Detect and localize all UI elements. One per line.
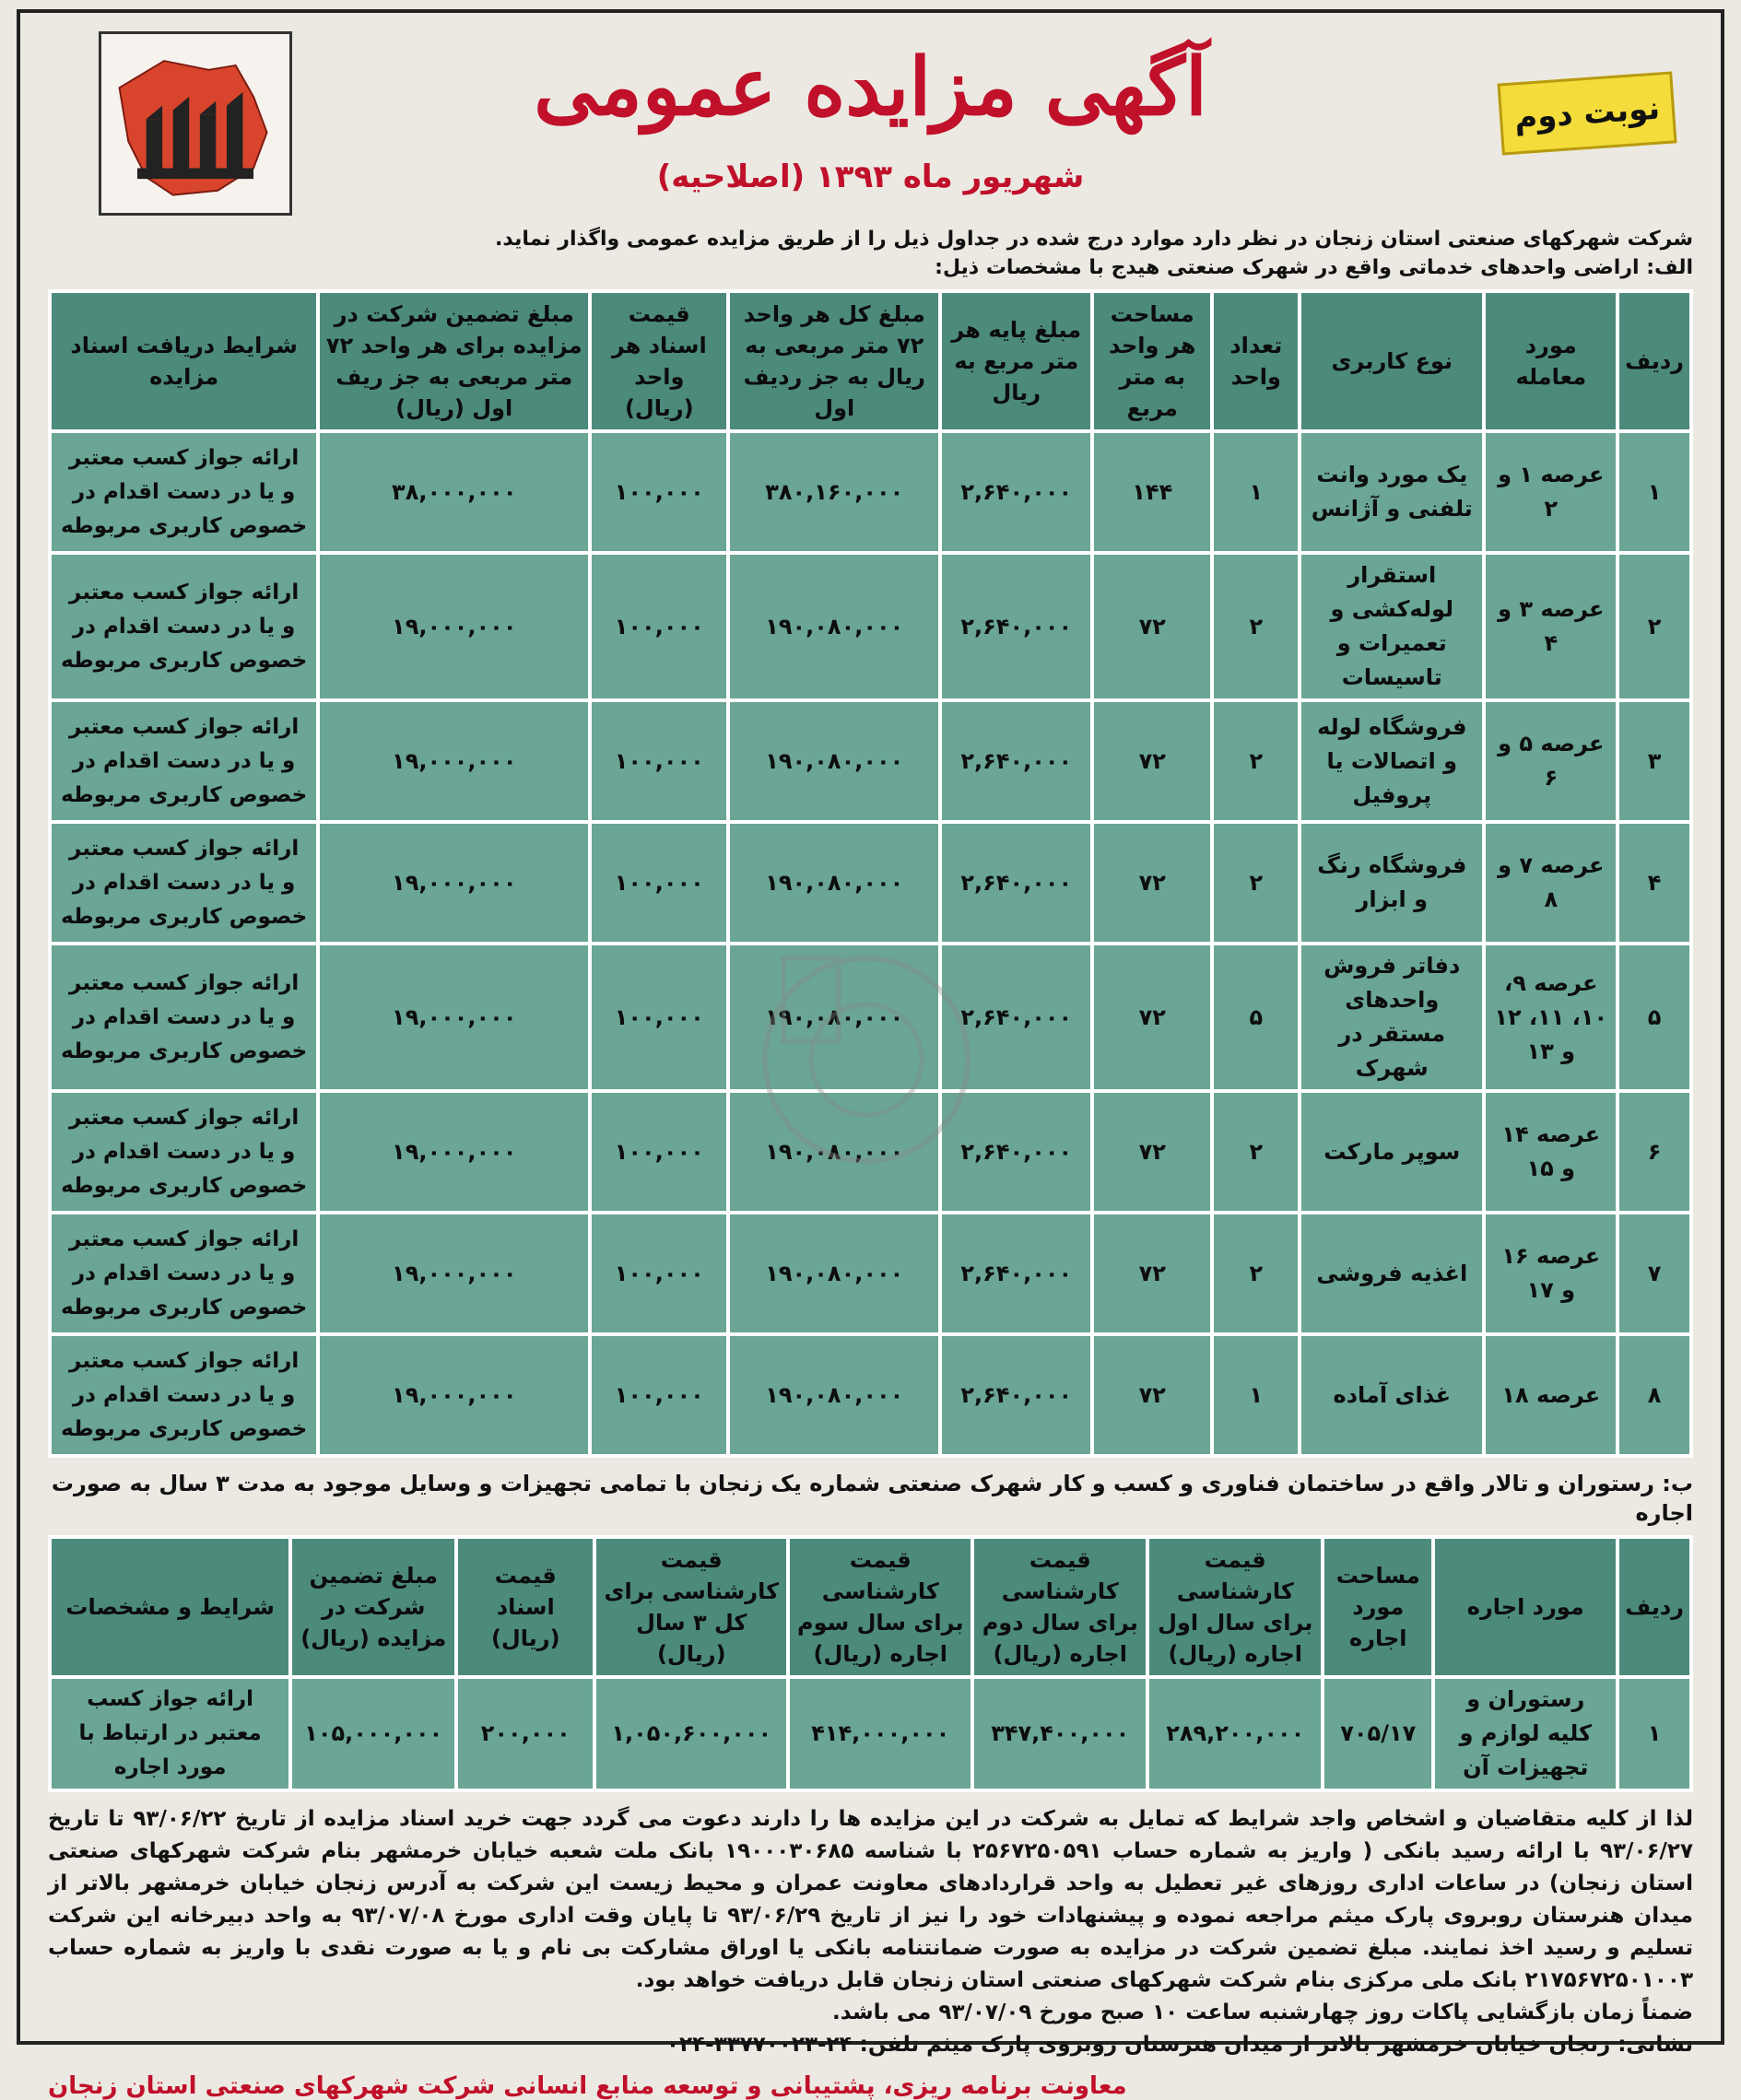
cell-row: ۴: [1617, 822, 1691, 944]
cell-docs: ۱۰۰,۰۰۰: [590, 700, 728, 822]
page-title: آگهی مزایده عمومی: [534, 41, 1207, 134]
col-docs-price: قیمت اسناد هر واحد (ریال): [590, 291, 728, 431]
cell-guarantee: ۱۹,۰۰۰,۰۰۰: [318, 700, 590, 822]
cell-count: ۵: [1212, 944, 1300, 1091]
cell-base: ۲,۶۴۰,۰۰۰: [940, 1091, 1092, 1213]
cell-total: ۱۹۰,۰۸۰,۰۰۰: [728, 700, 940, 822]
cell-guarantee: ۱۹,۰۰۰,۰۰۰: [318, 822, 590, 944]
cell-conditions: ارائه جواز کسب معتبر و یا در دست اقدام در خصوص کاربری مربوطه: [50, 700, 318, 822]
page-subtitle: شهریور ماه ۱۳۹۳ (اصلاحیه): [656, 158, 1085, 195]
cell-row: ۶: [1617, 1091, 1691, 1213]
cell-use: دفاتر فروش واحدهای مستقر در شهرک: [1300, 944, 1484, 1091]
col-row: ردیف: [1617, 291, 1691, 431]
cell-total: ۱۹۰,۰۸۰,۰۰۰: [728, 822, 940, 944]
table-row: [50, 431, 1691, 553]
footer-signature: معاونت برنامه ریزی، پشتیبانی و توسعه منابع انسانی شرکت شهرکهای صنعتی استان زنجان: [48, 2072, 1127, 2100]
advertisement-frame: [17, 9, 1724, 2100]
cell-item: عرصه ۱ و ۲: [1484, 431, 1617, 553]
cell-base: ۲,۶۴۰,۰۰۰: [940, 700, 1092, 822]
cell-year1: ۲۸۹,۲۰۰,۰۰۰: [1147, 1677, 1323, 1790]
cell-conditions: ارائه جواز کسب معتبر و یا در دست اقدام در خصوص کاربری مربوطه: [50, 1334, 318, 1456]
cell-row: ۱: [1617, 431, 1691, 553]
cell-base: ۲,۶۴۰,۰۰۰: [940, 431, 1092, 553]
cell-total: ۳۸۰,۱۶۰,۰۰۰: [728, 431, 940, 553]
col-row: ردیف: [1617, 1537, 1691, 1677]
table-row: [50, 822, 1691, 944]
cell-use: یک مورد وانت تلفنی و آژانس: [1300, 431, 1484, 553]
cell-total: ۱۹۰,۰۸۰,۰۰۰: [728, 1334, 940, 1456]
cell-conditions: ارائه جواز کسب معتبر و یا در دست اقدام در خصوص کاربری مربوطه: [50, 553, 318, 700]
cell-item: عرصه ۹، ۱۰، ۱۱، ۱۲ و ۱۳: [1484, 944, 1617, 1091]
cell-count: ۲: [1212, 822, 1300, 944]
cell-total: ۱۹۰,۰۸۰,۰۰۰: [728, 553, 940, 700]
col-lease-item: مورد اجاره: [1433, 1537, 1617, 1677]
cell-count: ۱: [1212, 431, 1300, 553]
cell-guarantee: ۱۹,۰۰۰,۰۰۰: [318, 1334, 590, 1456]
cell-base: ۲,۶۴۰,۰۰۰: [940, 822, 1092, 944]
table-row: [50, 1677, 1691, 1790]
col-guarantee: مبلغ تضمین شرکت در مزایده برای هر واحد ۷۲ متر مربعی به جز ریف اول (ریال): [318, 291, 590, 431]
col-use: نوع کاربری: [1300, 291, 1484, 431]
body-text: [48, 1803, 1693, 2061]
cell-year2: ۳۴۷,۴۰۰,۰۰۰: [972, 1677, 1147, 1790]
intro-line-1: شرکت شهرکهای صنعتی استان زنجان در نظر دارد موارد درج شده در جداول ذیل را از طریق مزایده عمومی واگذار نماید.: [495, 228, 1693, 251]
cell-row: ۱: [1617, 1677, 1691, 1790]
cell-conditions: ارائه جواز کسب معتبر در ارتباط با مورد اجاره: [50, 1677, 290, 1790]
cell-item: عرصه ۱۶ و ۱۷: [1484, 1213, 1617, 1334]
cell-conditions: ارائه جواز کسب معتبر و یا در دست اقدام در خصوص کاربری مربوطه: [50, 944, 318, 1091]
intro-line-2: الف: اراضی واحدهای خدماتی واقع در شهرک صنعتی هیدج با مشخصات ذیل:: [935, 256, 1693, 279]
col-conditions: شرایط و مشخصات: [50, 1537, 290, 1677]
col-all-years: قیمت کارشناسی برای کل ۳ سال (ریال): [594, 1537, 788, 1677]
cell-use: فروشگاه رنگ و ابزار: [1300, 822, 1484, 944]
cell-area: ۷۲: [1092, 944, 1212, 1091]
cell-item: عرصه ۱۸: [1484, 1334, 1617, 1456]
cell-count: ۲: [1212, 553, 1300, 700]
body-paragraph-1: لذا از کلیه متقاضیان و اشخاص واجد شرایط که تمایل به شرکت در این مزایده ها را دارند دعوت می گردد جهت خرید اسناد مزایده از تاریخ ۹۳/۰۶/۲۲ تا تاریخ ۹۳/۰۶/۲۷ با ارائه رسید بانکی ( واریز به شماره حساب ۲۵۶۷۲۵۰۵۹۱ با شناسه ۱۹۰۰۰۳۰۶۸۵ بانک ملت شعبه خیابان خرمشهر بنام شرکت شهرکهای صنعتی استان زنجان) در ساعات اداری روزهای غیر تعطیل به واحد قراردادهای معاونت عمران و محیط زیست این شرکت به آدرس زنجان خیابان خرمشهر بالاتر از میدان هنرستان روبروی پارک میثم مراجعه نموده و پیشنهادات خود را نیز از تاریخ ۹۳/۰۶/۲۹ تا پایان وقت اداری مورخ ۹۳/۰۷/۰۸ به واحد دبیرخانه این شرکت تسلیم و رسید اخذ نمایند. مبلغ تضمین شرکت در مزایده به صورت ضمانتنامه بانکی یا اوراق مشارکت بی نام و یا به صورت نقدی با واریز به شماره حساب ۲۱۷۵۶۷۲۵۰۱۰۰۳ بانک ملی مرکزی بنام شرکت شهرکهای صنعتی استان زنجان قابل دریافت خواهد بود.: [48, 1807, 1694, 1992]
cell-docs: ۱۰۰,۰۰۰: [590, 1091, 728, 1213]
cell-guarantee: ۱۹,۰۰۰,۰۰۰: [318, 1091, 590, 1213]
table-row: [50, 700, 1691, 822]
cell-guarantee: ۱۰۵,۰۰۰,۰۰۰: [290, 1677, 456, 1790]
col-total-price: مبلغ کل هر واحد ۷۲ متر مربعی به ریال به جز ردیف اول: [728, 291, 940, 431]
cell-base: ۲,۶۴۰,۰۰۰: [940, 553, 1092, 700]
cell-use: فروشگاه لوله و اتصالات یا پروفیل: [1300, 700, 1484, 822]
cell-item: عرصه ۳ و ۴: [1484, 553, 1617, 700]
cell-count: ۲: [1212, 700, 1300, 822]
cell-lease-item: رستوران و کلیه لوازم و تجهیزات آن: [1433, 1677, 1617, 1790]
cell-total: ۱۹۰,۰۸۰,۰۰۰: [728, 1091, 940, 1213]
cell-row: ۷: [1617, 1213, 1691, 1334]
col-year1: قیمت کارشناسی برای سال اول اجاره (ریال): [1147, 1537, 1323, 1677]
cell-item: عرصه ۵ و ۶: [1484, 700, 1617, 822]
cell-all-years: ۱,۰۵۰,۶۰۰,۰۰۰: [594, 1677, 788, 1790]
col-docs-price: قیمت اسناد (ریال): [456, 1537, 594, 1677]
round-badge: نوبت دوم: [1498, 71, 1677, 155]
cell-guarantee: ۱۹,۰۰۰,۰۰۰: [318, 944, 590, 1091]
cell-guarantee: ۱۹,۰۰۰,۰۰۰: [318, 1213, 590, 1334]
intro: [48, 225, 1693, 282]
cell-area: ۷۲: [1092, 1091, 1212, 1213]
col-base-price: مبلغ پایه هر متر مربع به ریال: [940, 291, 1092, 431]
cell-docs: ۱۰۰,۰۰۰: [590, 944, 728, 1091]
col-conditions: شرایط دریافت اسناد مزایده: [50, 291, 318, 431]
cell-item: عرصه ۱۴ و ۱۵: [1484, 1091, 1617, 1213]
cell-count: ۲: [1212, 1091, 1300, 1213]
cell-use: سوپر مارکت: [1300, 1091, 1484, 1213]
col-year2: قیمت کارشناسی برای سال دوم اجاره (ریال): [972, 1537, 1147, 1677]
section-b-heading: ب: رستوران و تالار واقع در ساختمان فناوری و کسب و کار شهرک صنعتی شماره یک زنجان با تمامی تجهیزات و وسایل موجود به مدت ۳ سال به صورت اجاره: [51, 1471, 1693, 1526]
cell-guarantee: ۱۹,۰۰۰,۰۰۰: [318, 553, 590, 700]
cell-row: ۲: [1617, 553, 1691, 700]
body-paragraph-2: ضمناً زمان بازگشایی پاکات روز چهارشنبه ساعت ۱۰ صبح مورخ ۹۳/۰۷/۰۹ می باشد.: [831, 2000, 1693, 2024]
cell-lease-area: ۷۰۵/۱۷: [1323, 1677, 1433, 1790]
cell-base: ۲,۶۴۰,۰۰۰: [940, 1334, 1092, 1456]
cell-docs: ۱۰۰,۰۰۰: [590, 553, 728, 700]
cell-base: ۲,۶۴۰,۰۰۰: [940, 1213, 1092, 1334]
cell-count: ۲: [1212, 1213, 1300, 1334]
cell-total: ۱۹۰,۰۸۰,۰۰۰: [728, 1213, 940, 1334]
cell-total: ۱۹۰,۰۸۰,۰۰۰: [728, 944, 940, 1091]
cell-row: ۵: [1617, 944, 1691, 1091]
table-row: [50, 1091, 1691, 1213]
cell-conditions: ارائه جواز کسب معتبر و یا در دست اقدام در خصوص کاربری مربوطه: [50, 1213, 318, 1334]
cell-row: ۸: [1617, 1334, 1691, 1456]
col-area: مساحت هر واحد به متر مربع: [1092, 291, 1212, 431]
lease-table: [48, 1535, 1693, 1792]
cell-docs: ۱۰۰,۰۰۰: [590, 431, 728, 553]
address-line: نشانی: زنجان خیابان خرمشهر بالاتر از میدان هنرستان روبروی پارک میثم تلفن: ۲۴-۳۳۷۷۰۰۲۳-۰۲۴: [666, 2033, 1693, 2057]
plots-table: [48, 289, 1693, 1458]
cell-base: ۲,۶۴۰,۰۰۰: [940, 944, 1092, 1091]
cell-docs: ۲۰۰,۰۰۰: [456, 1677, 594, 1790]
table-row: [50, 1334, 1691, 1456]
cell-area: ۷۲: [1092, 553, 1212, 700]
table-row: [50, 1213, 1691, 1334]
cell-conditions: ارائه جواز کسب معتبر و یا در دست اقدام در خصوص کاربری مربوطه: [50, 1091, 318, 1213]
cell-area: ۷۲: [1092, 1213, 1212, 1334]
cell-row: ۳: [1617, 700, 1691, 822]
header: [48, 13, 1693, 225]
table-row: [50, 553, 1691, 700]
cell-item: عرصه ۷ و ۸: [1484, 822, 1617, 944]
cell-use: استقرار لوله‌کشی و تعمیرات و تاسیسات: [1300, 553, 1484, 700]
table-header-row: [50, 291, 1691, 431]
cell-use: غذای آماده: [1300, 1334, 1484, 1456]
col-item: مورد معامله: [1484, 291, 1617, 431]
table-row: [50, 944, 1691, 1091]
cell-area: ۷۲: [1092, 1334, 1212, 1456]
cell-conditions: ارائه جواز کسب معتبر و یا در دست اقدام در خصوص کاربری مربوطه: [50, 822, 318, 944]
cell-docs: ۱۰۰,۰۰۰: [590, 822, 728, 944]
cell-area: ۷۲: [1092, 822, 1212, 944]
col-lease-area: مساحت مورد اجاره: [1323, 1537, 1433, 1677]
cell-use: اغذیه فروشی: [1300, 1213, 1484, 1334]
col-year3: قیمت کارشناسی برای سال سوم اجاره (ریال): [788, 1537, 972, 1677]
cell-area: ۷۲: [1092, 700, 1212, 822]
cell-area: ۱۴۴: [1092, 431, 1212, 553]
cell-count: ۱: [1212, 1334, 1300, 1456]
cell-year3: ۴۱۴,۰۰۰,۰۰۰: [788, 1677, 972, 1790]
col-guarantee: مبلغ تضمین شرکت در مزایده (ریال): [290, 1537, 456, 1677]
cell-guarantee: ۳۸,۰۰۰,۰۰۰: [318, 431, 590, 553]
cell-docs: ۱۰۰,۰۰۰: [590, 1213, 728, 1334]
cell-docs: ۱۰۰,۰۰۰: [590, 1334, 728, 1456]
col-count: تعداد واحد: [1212, 291, 1300, 431]
cell-conditions: ارائه جواز کسب معتبر و یا در دست اقدام در خصوص کاربری مربوطه: [50, 431, 318, 553]
table-header-row: [50, 1537, 1691, 1677]
